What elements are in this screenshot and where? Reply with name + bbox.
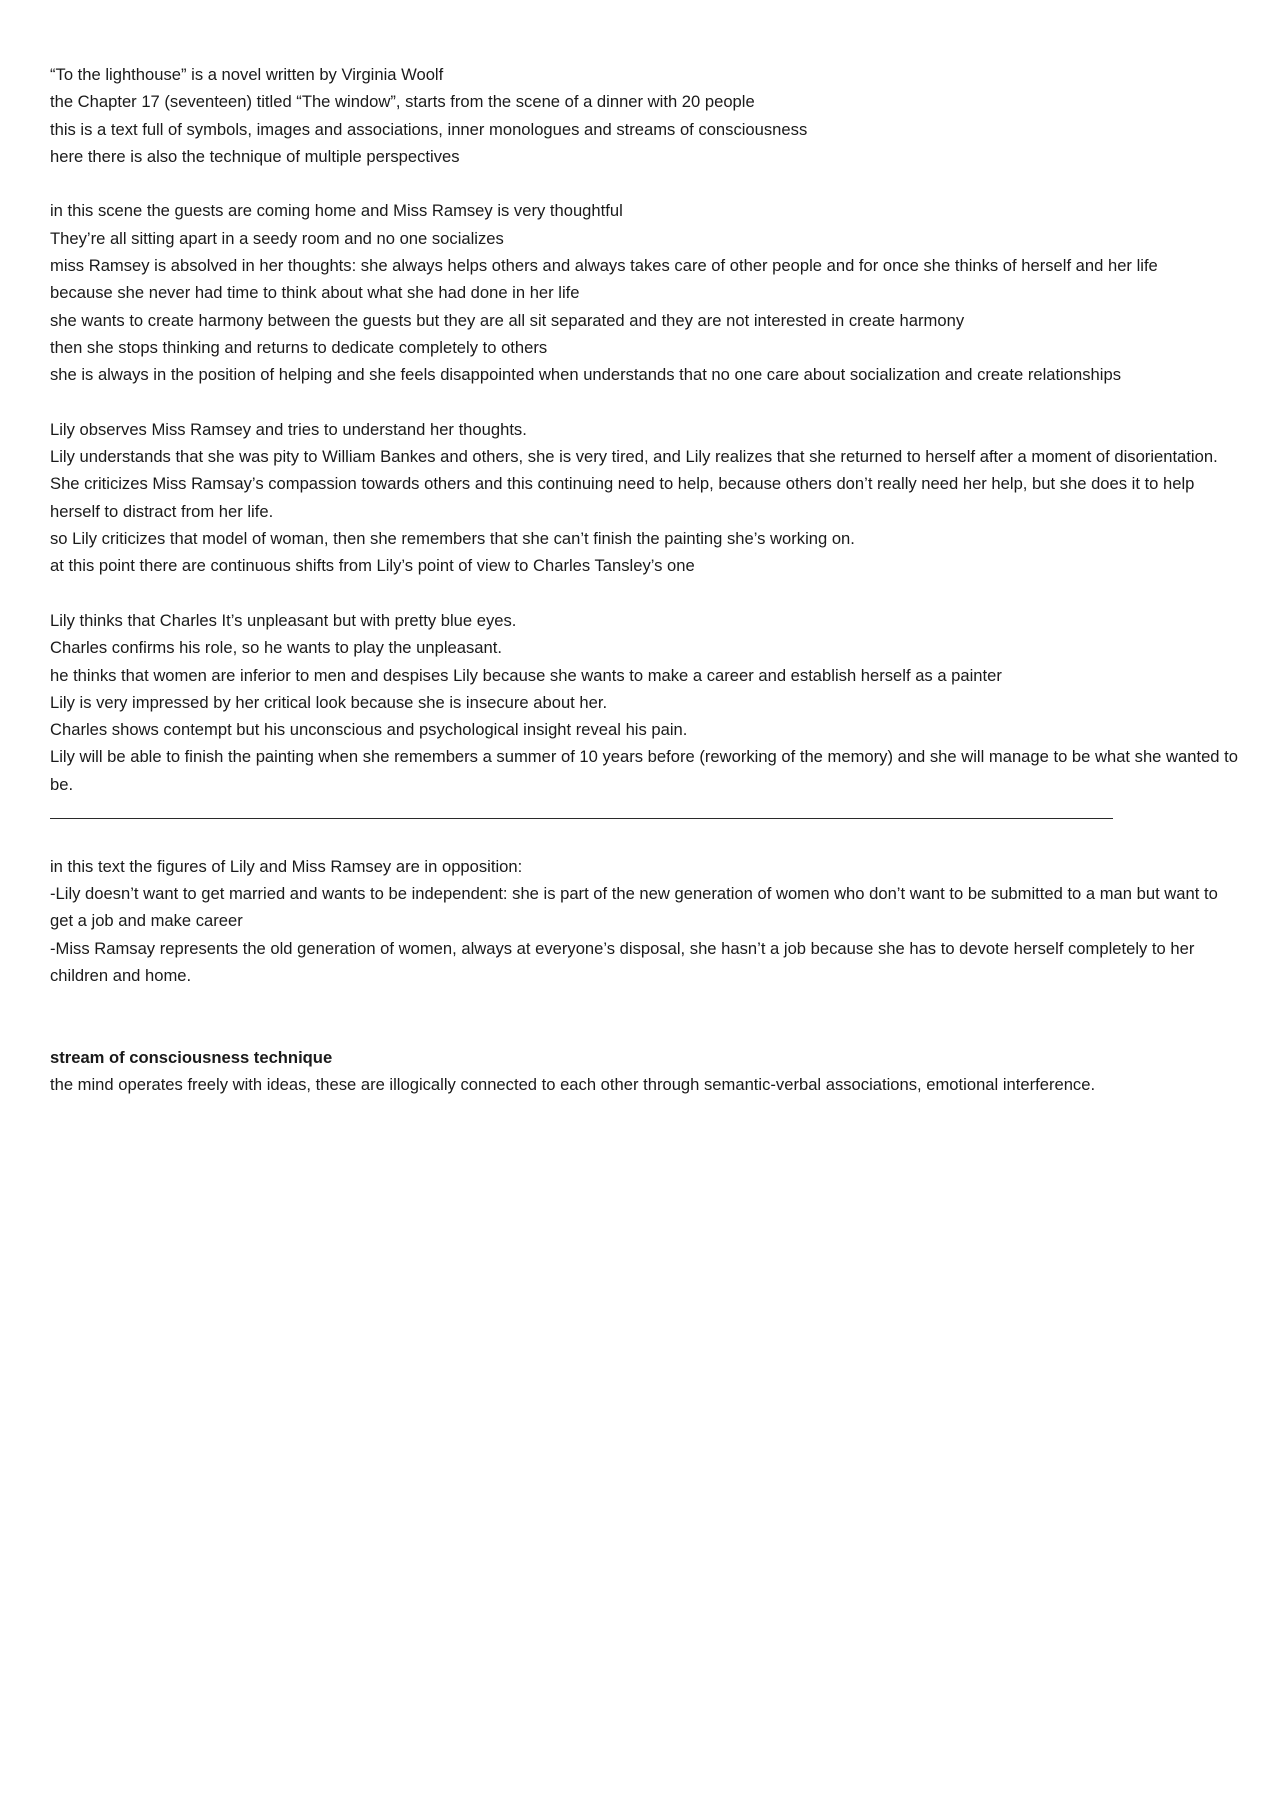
stream-heading: stream of consciousness technique <box>50 1047 333 1067</box>
charles-section <box>50 607 1240 798</box>
scene-section <box>50 197 1240 388</box>
paragraph-gap <box>50 389 1240 416</box>
intro-line: the Chapter 17 (seventeen) titled “The window”, starts from the scene of a dinner with 20 people <box>50 92 755 112</box>
scene-line: then she stops thinking and returns to dedicate completely to others <box>50 337 548 357</box>
opposition-line: in this text the figures of Lily and Miss Ramsey are in opposition: <box>50 856 523 876</box>
stream-section <box>50 1044 1240 1099</box>
lily-line: so Lily criticizes that model of woman, then she remembers that she can’t finish the painting she’s working on. <box>50 529 855 549</box>
intro-line: this is a text full of symbols, images and associations, inner monologues and streams of consciousness <box>50 119 808 139</box>
scene-line: They’re all sitting apart in a seedy room and no one socializes <box>50 228 504 248</box>
lily-line: Lily understands that she was pity to William Bankes and others, she is very tired, and Lily realizes that she returned to herself after a moment of disorientation. <box>50 447 1218 467</box>
paragraph-gap <box>50 989 1240 1044</box>
paragraph-gap <box>50 825 1240 852</box>
opposition-line: -Lily doesn’t want to get married and wants to be independent: she is part of the new generation of women who don’t want to be submitted to a man but want to get a job and make career <box>50 883 1218 931</box>
charles-line: Charles shows contempt but his unconscious and psychological insight reveal his pain. <box>50 720 688 740</box>
lily-section <box>50 416 1240 580</box>
charles-line: he thinks that women are inferior to men and despises Lily because she wants to make a career and establish herself as a painter <box>50 665 1002 685</box>
intro-line: “To the lighthouse” is a novel written by Virginia Woolf <box>50 65 444 84</box>
scene-line: she wants to create harmony between the guests but they are all sit separated and they are not interested in create harmony <box>50 310 965 330</box>
document-page <box>50 61 1240 1098</box>
stream-text: the mind operates freely with ideas, these are illogically connected to each other through semantic-verbal associations, emotional interference. <box>50 1074 1096 1094</box>
scene-line: in this scene the guests are coming home and Miss Ramsey is very thoughtful <box>50 201 623 221</box>
lily-line: at this point there are continuous shifts from Lily’s point of view to Charles Tansley’s one <box>50 556 695 576</box>
lily-line: Lily observes Miss Ramsey and tries to understand her thoughts. <box>50 419 527 439</box>
paragraph-gap <box>50 170 1240 197</box>
opposition-section <box>50 853 1240 989</box>
charles-line: Lily will be able to finish the painting when she remembers a summer of 10 years before (reworking of the memory) and she will manage to be what she wanted to be. <box>50 747 1238 794</box>
scene-line: miss Ramsey is absolved in her thoughts: she always helps others and always takes care of other people and for once she thinks of herself and her life <box>50 256 1158 276</box>
intro-section <box>50 61 1240 170</box>
lily-line: She criticizes Miss Ramsay’s compassion towards others and this continuing need to help, because others don’t really need her help, but she does it to help herself to distract from her life. <box>50 474 1195 521</box>
intro-line: here there is also the technique of multiple perspectives <box>50 146 460 166</box>
opposition-line: -Miss Ramsay represents the old generation of women, always at everyone’s disposal, she hasn’t a job because she has to devote herself completely to her children and home. <box>50 938 1195 985</box>
scene-line: because she never had time to think about what she had done in her life <box>50 283 580 303</box>
paragraph-gap <box>50 580 1240 607</box>
scene-line: she is always in the position of helping and she feels disappointed when understands that no one care about socialization and create relationships <box>50 365 1122 385</box>
charles-line: Lily thinks that Charles It’s unpleasant but with pretty blue eyes. <box>50 610 517 630</box>
charles-line: Charles confirms his role, so he wants to play the unpleasant. <box>50 638 502 658</box>
charles-line: Lily is very impressed by her critical look because she is insecure about her. <box>50 692 608 712</box>
horizontal-rule <box>50 798 1240 825</box>
